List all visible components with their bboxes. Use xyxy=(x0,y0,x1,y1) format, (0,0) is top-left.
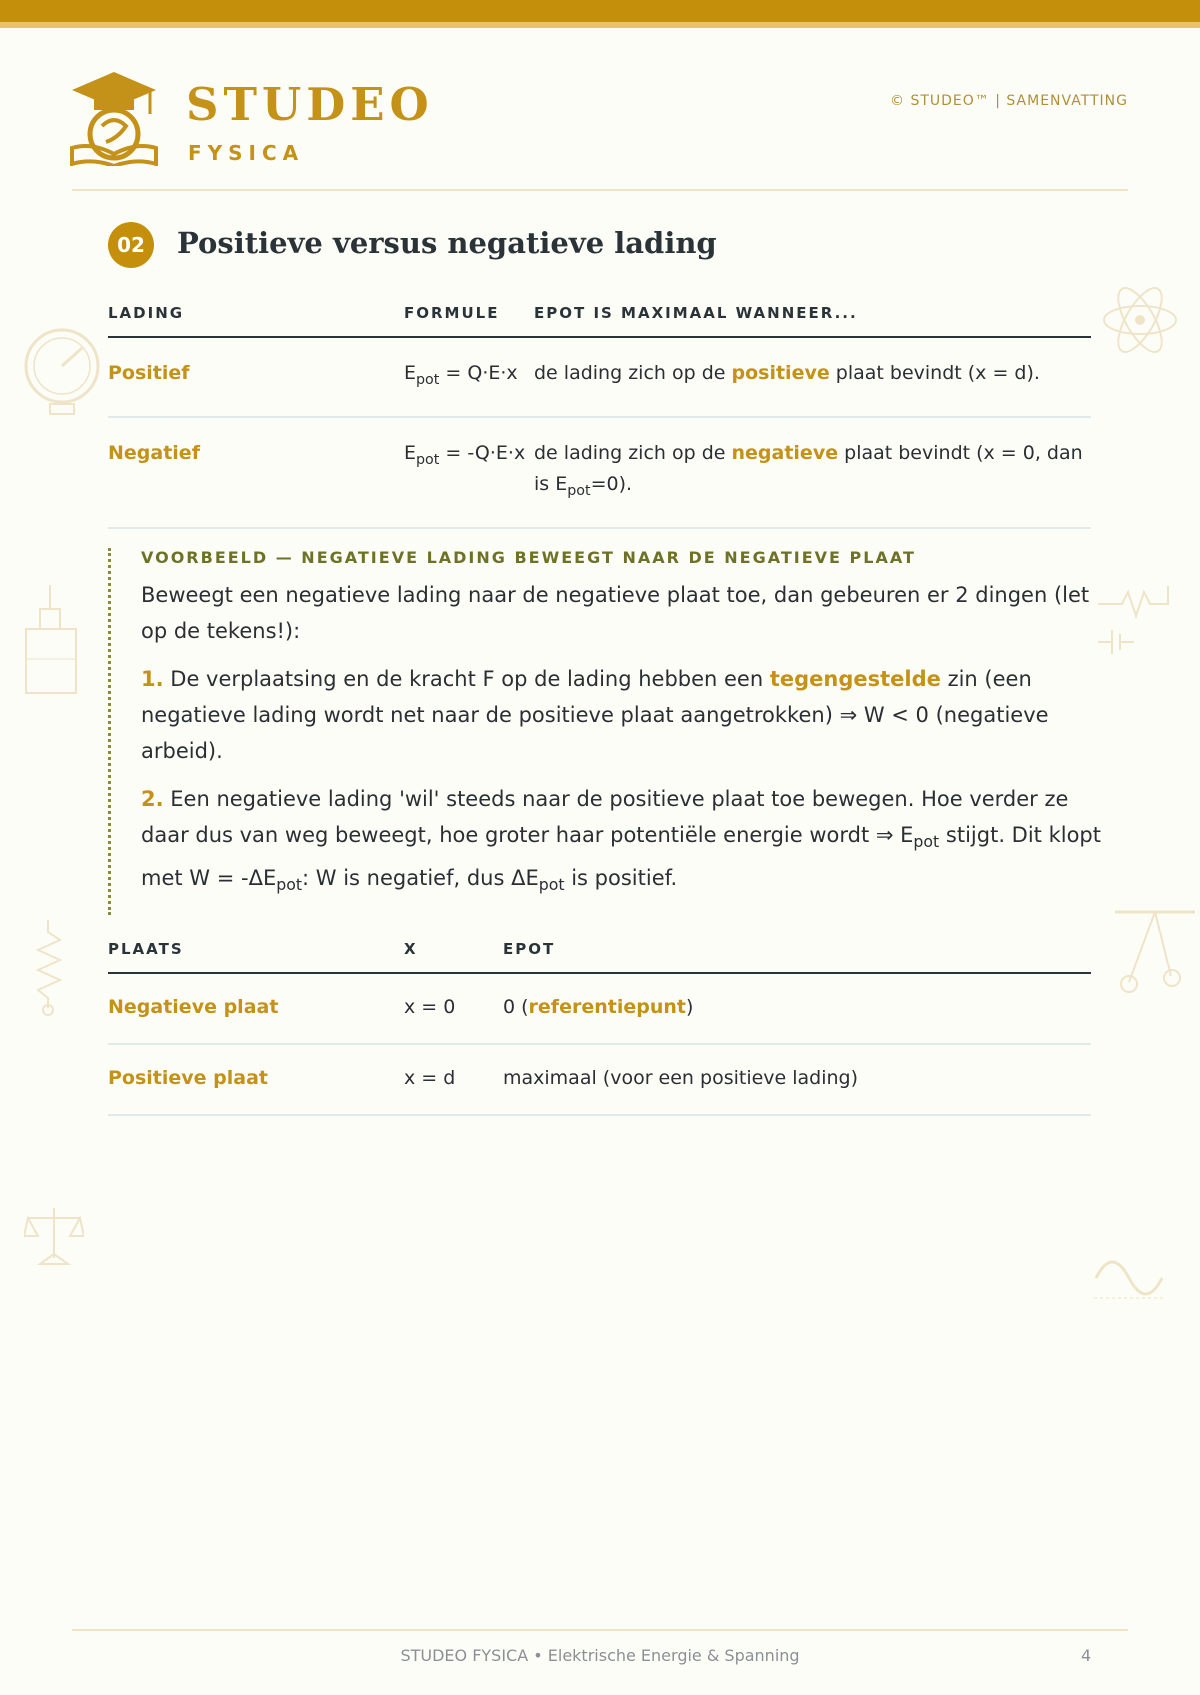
column-header-formule: FORMULE xyxy=(404,304,534,337)
section-number-badge: 02 xyxy=(108,222,154,268)
pendulum-icon xyxy=(1115,910,1195,1000)
epot-cell: 0 (referentiepunt) xyxy=(503,973,1091,1044)
table-row xyxy=(108,973,1091,1044)
example-point-2: 2. Een negatieve lading 'wil' steeds naar de positieve plaat toe bewegen. Hoe verder ze daar dus van weg beweegt, hoe groter haar potentiële energie wordt ⇒ $E_{pot}$ stijgt. Dit klopt met $W = -\Delta E_{pot}$: W is negatief, dus $\Delta E_{pot}$ is positief. xyxy=(141,787,1101,895)
column-header-epot-max: EPOT IS MAXIMAAL WANNEER... xyxy=(534,304,1091,337)
row-label: Positieve plaat xyxy=(108,1044,404,1115)
table-row xyxy=(108,1044,1091,1115)
table-header-row xyxy=(108,940,1091,973)
formula-cell: $E_{pot} = Q\cdot E\cdot x$ xyxy=(404,337,534,417)
top-accent-bar xyxy=(0,0,1200,22)
scale-icon xyxy=(24,1206,84,1266)
column-header-plaats: PLAATS xyxy=(108,940,404,973)
section-title: Positieve versus negatieve lading xyxy=(177,226,717,260)
wave-icon xyxy=(1094,1254,1164,1300)
page-number: 4 xyxy=(1081,1646,1092,1665)
copyright-text: © STUDEO™ | SAMENVATTING xyxy=(890,93,1128,109)
graduation-cap-book-icon xyxy=(70,70,158,166)
top-accent-bar-light xyxy=(0,22,1200,28)
table-row xyxy=(108,417,1091,528)
footer-divider xyxy=(72,1629,1128,1631)
column-header-lading: LADING xyxy=(108,304,404,337)
x-cell: x = d xyxy=(404,1044,503,1115)
description-cell: de lading zich op de negatieve plaat bevindt (x = 0, dan is $E_{pot}=0$). xyxy=(534,417,1091,528)
formula-cell: $E_{pot} = -Q\cdot E\cdot x$ xyxy=(404,417,534,528)
header-divider xyxy=(72,189,1128,191)
atom-icon xyxy=(1100,282,1180,358)
battery-icon xyxy=(24,585,80,695)
brand-name: STUDEO xyxy=(186,78,434,131)
plate-position-table xyxy=(108,940,1091,1116)
epot-cell: maximaal (voor een positieve lading) xyxy=(503,1044,1091,1115)
example-intro: Beweegt een negatieve lading naar de negatieve plaat toe, dan gebeuren er 2 dingen (let op de tekens!): xyxy=(141,583,1090,643)
example-callout xyxy=(108,548,1101,915)
column-header-epot: EPOT xyxy=(503,940,1091,973)
circuit-icon xyxy=(1098,584,1176,654)
table-row xyxy=(108,337,1091,417)
example-point-1: 1. De verplaatsing en de kracht F op de lading hebben een tegengestelde zin (een negatieve lading wordt net naar de positieve plaat aangetrokken) ⇒ W < 0 (negatieve arbeid). xyxy=(141,667,1049,763)
spring-icon xyxy=(36,920,66,1016)
charge-formula-table xyxy=(108,304,1091,529)
row-label: Negatief xyxy=(108,417,404,528)
example-title: VOORBEELD — NEGATIEVE LADING BEWEEGT NAAR DE NEGATIEVE PLAAT xyxy=(141,548,916,567)
table-header-row xyxy=(108,304,1091,337)
x-cell: x = 0 xyxy=(404,973,503,1044)
gauge-icon xyxy=(22,326,102,416)
description-cell: de lading zich op de positieve plaat bevindt (x = d). xyxy=(534,337,1091,417)
row-label: Negatieve plaat xyxy=(108,973,404,1044)
column-header-x: X xyxy=(404,940,503,973)
brand-subject: FYSICA xyxy=(188,141,305,165)
row-label: Positief xyxy=(108,337,404,417)
footer-text: STUDEO FYSICA • Elektrische Energie & Spanning xyxy=(400,1646,800,1665)
